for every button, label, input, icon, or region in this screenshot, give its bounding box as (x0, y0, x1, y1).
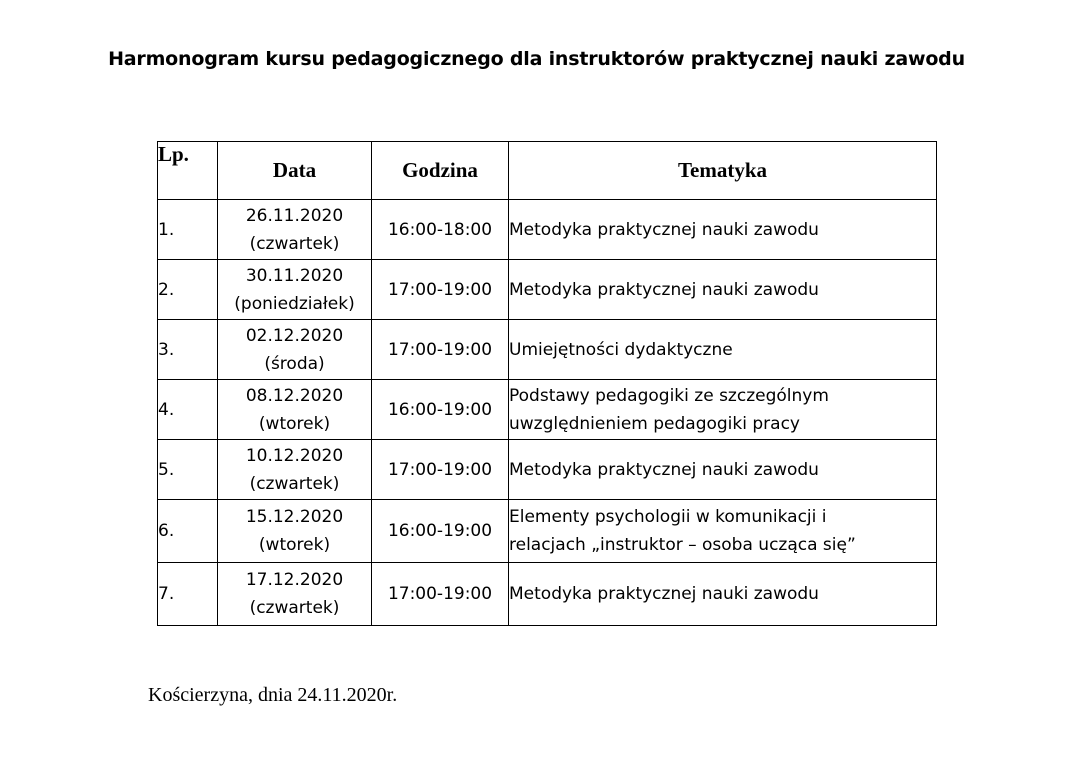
table-row (158, 380, 937, 440)
day-of-week: (czwartek) (249, 473, 340, 494)
cell-time: 17:00-19:00 (372, 563, 509, 626)
table-row (158, 260, 937, 320)
table-header-row (158, 142, 937, 200)
cell-lp: 6. (158, 500, 218, 563)
cell-topic (509, 260, 937, 320)
cell-date (218, 380, 372, 440)
topic-line: relacjach „instruktor – osoba ucząca się” (509, 535, 856, 555)
day-of-week: (środa) (264, 353, 325, 374)
date-value: 26.11.2020 (245, 205, 344, 226)
page-title: Harmonogram kursu pedagogicznego dla instruktorów praktycznej nauki zawodu (108, 48, 965, 70)
cell-lp: 5. (158, 440, 218, 500)
day-of-week: (czwartek) (249, 233, 340, 254)
topic-line: Elementy psychologii w komunikacji i (509, 507, 827, 527)
cell-topic (509, 440, 937, 500)
topic-line: Metodyka praktycznej nauki zawodu (509, 219, 819, 240)
header-topic: Tematyka (509, 142, 937, 200)
cell-topic (509, 500, 937, 563)
date-value: 15.12.2020 (245, 507, 344, 527)
cell-date (218, 440, 372, 500)
cell-lp: 4. (158, 380, 218, 440)
topic-line: uwzględnieniem pedagogiki pracy (509, 413, 800, 434)
cell-time: 16:00-19:00 (372, 380, 509, 440)
cell-date (218, 563, 372, 626)
cell-lp: 1. (158, 200, 218, 260)
table-row (158, 500, 937, 563)
topic-line: Podstawy pedagogiki ze szczególnym (509, 385, 829, 406)
header-lp: Lp. (158, 142, 218, 200)
cell-time: 17:00-19:00 (372, 440, 509, 500)
cell-time: 16:00-18:00 (372, 200, 509, 260)
cell-topic (509, 320, 937, 380)
day-of-week: (poniedziałek) (234, 293, 355, 314)
topic-line: Metodyka praktycznej nauki zawodu (509, 459, 819, 480)
date-value: 02.12.2020 (245, 325, 344, 346)
cell-lp: 7. (158, 563, 218, 626)
date-value: 17.12.2020 (245, 570, 344, 590)
day-of-week: (wtorek) (258, 535, 331, 555)
cell-lp: 2. (158, 260, 218, 320)
cell-date (218, 200, 372, 260)
topic-line: Metodyka praktycznej nauki zawodu (509, 279, 819, 300)
day-of-week: (wtorek) (258, 413, 331, 434)
topic-line: Umiejętności dydaktyczne (509, 339, 733, 360)
cell-time: 17:00-19:00 (372, 320, 509, 380)
place-and-date: Kościerzyna, dnia 24.11.2020r. (148, 684, 398, 706)
cell-lp: 3. (158, 320, 218, 380)
cell-topic (509, 380, 937, 440)
cell-time: 16:00-19:00 (372, 500, 509, 563)
header-date: Data (218, 142, 372, 200)
date-value: 30.11.2020 (245, 265, 344, 286)
table-row (158, 320, 937, 380)
table-row (158, 440, 937, 500)
table-row (158, 200, 937, 260)
cell-date (218, 320, 372, 380)
date-value: 08.12.2020 (245, 385, 344, 406)
schedule-table (157, 141, 937, 626)
cell-topic (509, 563, 937, 626)
header-time: Godzina (372, 142, 509, 200)
cell-date (218, 500, 372, 563)
date-value: 10.12.2020 (245, 445, 344, 466)
topic-line: Metodyka praktycznej nauki zawodu (509, 584, 819, 604)
table-row (158, 563, 937, 626)
cell-date (218, 260, 372, 320)
cell-topic (509, 200, 937, 260)
cell-time: 17:00-19:00 (372, 260, 509, 320)
day-of-week: (czwartek) (249, 598, 340, 618)
